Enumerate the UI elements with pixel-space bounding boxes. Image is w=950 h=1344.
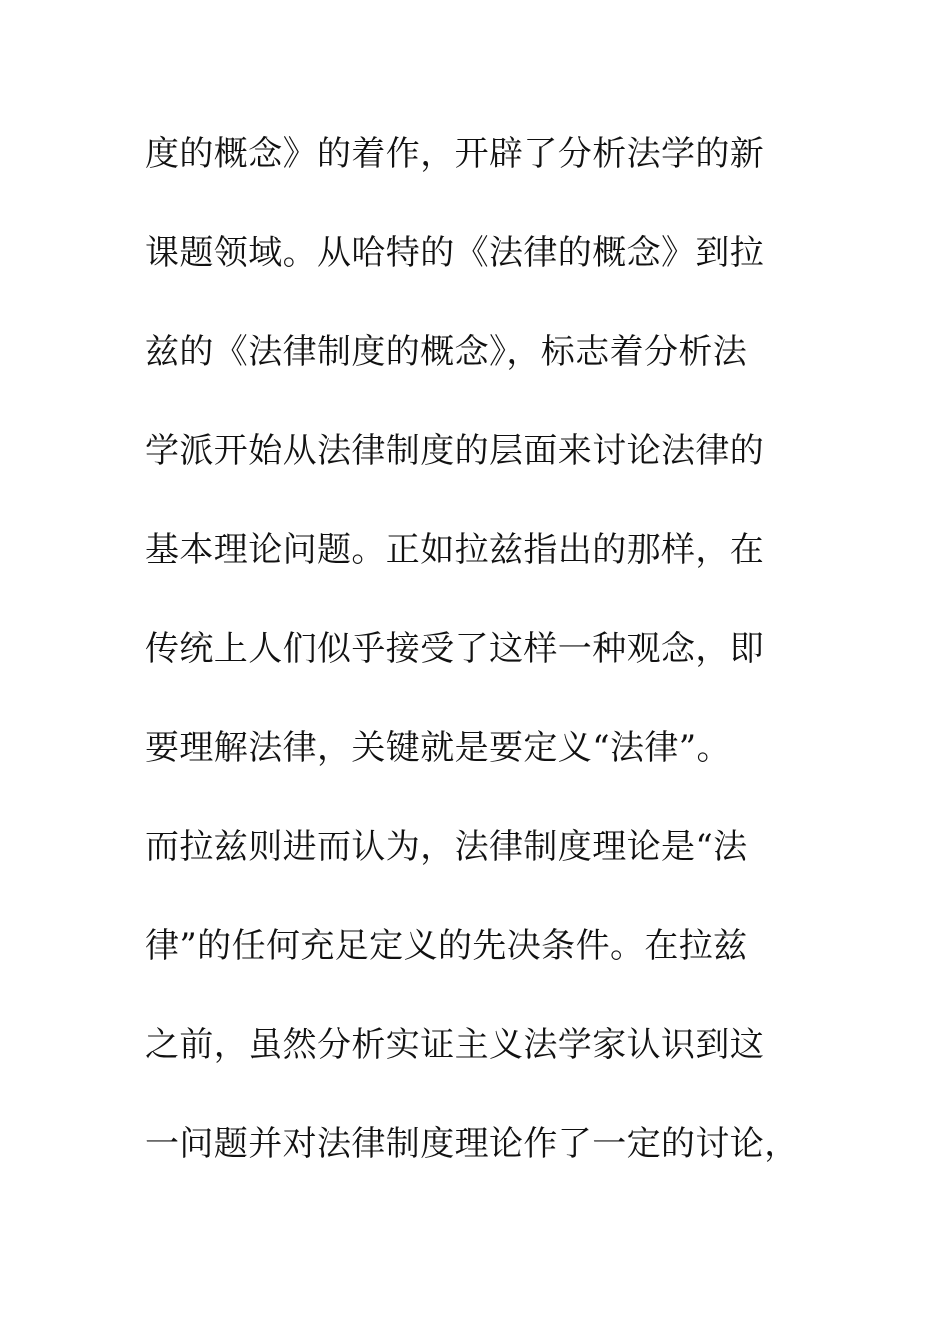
text-line-2: 课题领域。从哈特的《法律的概念》到拉 [145, 233, 765, 273]
text-line-7: 要理解法律，关键就是要定义“法律”。 [145, 728, 731, 768]
text-line-6: 传统上人们似乎接受了这样一种观念，即 [145, 629, 765, 669]
text-line-5: 基本理论问题。正如拉兹指出的那样，在 [145, 530, 765, 570]
text-line-11: 一问题并对法律制度理论作了一定的讨论， [145, 1124, 799, 1164]
text-line-10: 之前，虽然分析实证主义法学家认识到这 [145, 1025, 765, 1065]
text-line-8: 而拉兹则进而认为，法律制度理论是“法 [145, 827, 748, 867]
text-line-1: 度的概念》的着作，开辟了分析法学的新 [145, 134, 765, 174]
text-line-9: 律”的任何充足定义的先决条件。在拉兹 [145, 926, 748, 966]
body-text [145, 124, 825, 1213]
text-line-3: 兹的《法律制度的概念》，标志着分析法 [145, 332, 748, 372]
text-line-4: 学派开始从法律制度的层面来讨论法律的 [145, 431, 765, 471]
